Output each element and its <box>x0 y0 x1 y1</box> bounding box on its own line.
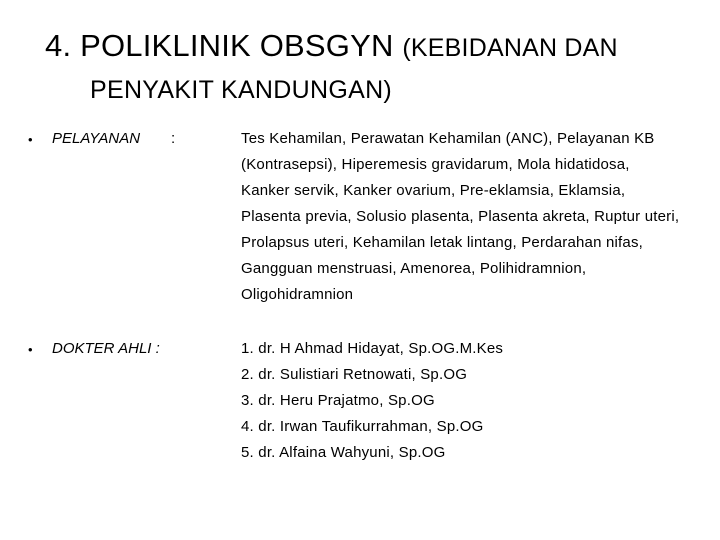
doctor-item: 3. dr. Heru Prajatmo, Sp.OG <box>241 392 435 409</box>
doctor-item: 1. dr. H Ahmad Hidayat, Sp.OG.M.Kes <box>241 340 504 357</box>
slide-title <box>45 28 618 64</box>
pelayanan-colon: : <box>171 130 176 147</box>
title-line-2: PENYAKIT KANDUNGAN) <box>90 76 393 104</box>
bullet: • <box>28 342 33 357</box>
title-main: 4. POLIKLINIK OBSGYN <box>45 28 394 63</box>
pelayanan-text: Tes Kehamilan, Perawatan Kehamilan (ANC), Pelayanan KB (Kontrasepsi), Hiperemesis gravidarum, Mola hidatidosa, Kanker servik, Kanker ovarium, Pre-eklamsia, Eklamsia, Plasenta previa, Solusio plasenta, Plasenta akreta, Ruptur uteri, Prolapsus uteri, Kehamilan letak lintang, Perdarahan nifas, Gangguan menstruasi, Amenorea, Polihidramnion, Oligohidramnion <box>241 130 680 303</box>
doctor-item: 2. dr. Sulistiari Retnowati, Sp.OG <box>241 366 468 383</box>
dokter-label: DOKTER AHLI : <box>52 340 160 357</box>
pelayanan-label: PELAYANAN <box>52 130 141 147</box>
bullet: • <box>28 132 33 147</box>
title-paren: (KEBIDANAN DAN <box>402 34 618 62</box>
doctor-list <box>241 336 681 466</box>
doctor-item: 5. dr. Alfaina Wahyuni, Sp.OG <box>241 444 446 461</box>
dokter-list-container <box>241 336 681 466</box>
doctor-item: 4. dr. Irwan Taufikurrahman, Sp.OG <box>241 418 484 435</box>
